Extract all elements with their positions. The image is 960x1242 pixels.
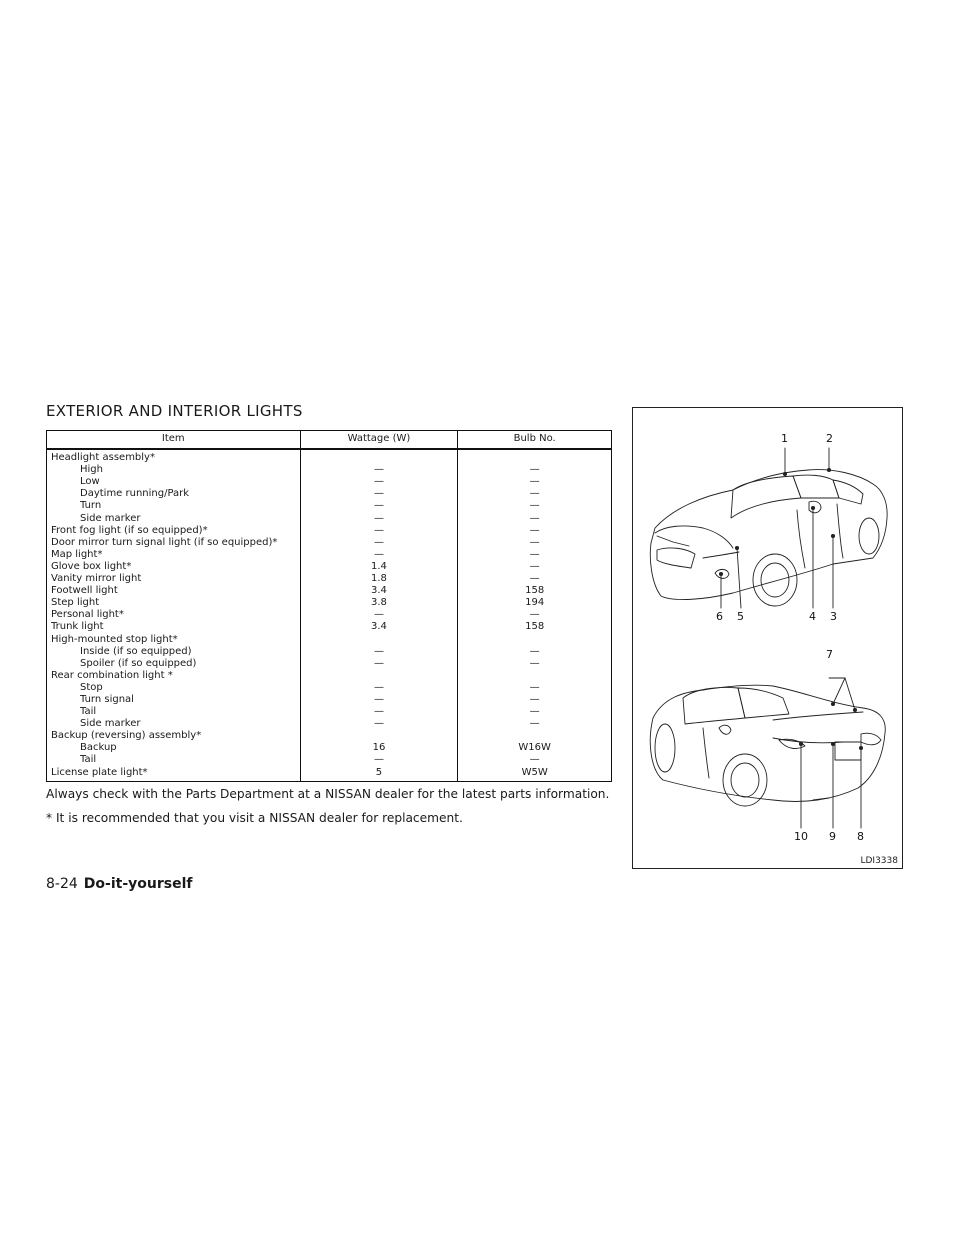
cell-item: Tail xyxy=(47,754,301,766)
cell-item: Front fog light (if so equipped)* xyxy=(47,525,301,537)
callout-4: 4 xyxy=(809,610,816,623)
table-header-row xyxy=(47,431,612,450)
cell-bulb-no: — xyxy=(458,573,612,585)
cell-item: Side marker xyxy=(47,513,301,525)
cell-item: Trunk light xyxy=(47,621,301,633)
cell-wattage: — xyxy=(300,464,458,476)
callout-8: 8 xyxy=(857,830,864,843)
cell-bulb-no: 158 xyxy=(458,621,612,633)
cell-bulb-no: — xyxy=(458,682,612,694)
cell-item: Personal light* xyxy=(47,609,301,621)
cell-bulb-no: — xyxy=(458,488,612,500)
table-row xyxy=(47,754,612,766)
cell-item: Map light* xyxy=(47,549,301,561)
front-car-drawing xyxy=(650,448,887,608)
callout-7: 7 xyxy=(826,648,833,661)
table-row xyxy=(47,449,612,464)
callout-1: 1 xyxy=(781,432,788,445)
callout-2: 2 xyxy=(826,432,833,445)
table-row xyxy=(47,718,612,730)
cell-bulb-no: — xyxy=(458,754,612,766)
cell-bulb-no: — xyxy=(458,549,612,561)
table-row xyxy=(47,561,612,573)
callout-6: 6 xyxy=(716,610,723,623)
cell-wattage: — xyxy=(300,476,458,488)
table-row xyxy=(47,609,612,621)
cell-item: Side marker xyxy=(47,718,301,730)
table-row xyxy=(47,730,612,742)
table-row xyxy=(47,525,612,537)
cell-wattage: — xyxy=(300,754,458,766)
light-locations-figure xyxy=(632,407,903,869)
figure-code: LDI3338 xyxy=(860,856,898,866)
cell-wattage: — xyxy=(300,718,458,730)
cell-wattage: — xyxy=(300,537,458,549)
table-row xyxy=(47,706,612,718)
table-row xyxy=(47,621,612,633)
cell-wattage: 3.8 xyxy=(300,597,458,609)
cell-item: High xyxy=(47,464,301,476)
cell-wattage: 16 xyxy=(300,742,458,754)
page-footer xyxy=(46,876,192,892)
table-row xyxy=(47,464,612,476)
table-row xyxy=(47,573,612,585)
cell-bulb-no: — xyxy=(458,561,612,573)
cell-bulb-no xyxy=(458,449,612,464)
cell-item: Step light xyxy=(47,597,301,609)
cell-item: Vanity mirror light xyxy=(47,573,301,585)
table-row xyxy=(47,694,612,706)
table-row xyxy=(47,634,612,646)
table-row xyxy=(47,670,612,682)
table-row xyxy=(47,476,612,488)
table-row xyxy=(47,549,612,561)
table-body xyxy=(47,449,612,781)
table-row xyxy=(47,682,612,694)
bulb-spec-table xyxy=(46,430,612,782)
parts-note: Always check with the Parts Department at a NISSAN dealer for the latest parts information. xyxy=(46,787,610,801)
chapter-title: Do-it-yourself xyxy=(83,876,193,892)
cell-item: Stop xyxy=(47,682,301,694)
cell-item: License plate light* xyxy=(47,767,301,782)
cell-bulb-no: — xyxy=(458,464,612,476)
table-row xyxy=(47,513,612,525)
cell-item: Low xyxy=(47,476,301,488)
cell-item: Headlight assembly* xyxy=(47,449,301,464)
cell-item: Glove box light* xyxy=(47,561,301,573)
cell-item: Backup (reversing) assembly* xyxy=(47,730,301,742)
cell-bulb-no: W5W xyxy=(458,767,612,782)
cell-item: High-mounted stop light* xyxy=(47,634,301,646)
page-number: 8-24 xyxy=(46,876,78,892)
cell-bulb-no: — xyxy=(458,525,612,537)
cell-item: Turn signal xyxy=(47,694,301,706)
cell-wattage: 5 xyxy=(300,767,458,782)
car-illustration xyxy=(633,408,904,870)
cell-wattage: 1.8 xyxy=(300,573,458,585)
cell-bulb-no: — xyxy=(458,694,612,706)
table-row xyxy=(47,537,612,549)
cell-bulb-no: — xyxy=(458,706,612,718)
cell-wattage: — xyxy=(300,682,458,694)
cell-bulb-no xyxy=(458,670,612,682)
cell-bulb-no: — xyxy=(458,476,612,488)
cell-bulb-no xyxy=(458,634,612,646)
dealer-note: * It is recommended that you visit a NISSAN dealer for replacement. xyxy=(46,811,463,825)
cell-item: Inside (if so equipped) xyxy=(47,646,301,658)
cell-bulb-no: — xyxy=(458,646,612,658)
rear-car-drawing xyxy=(650,678,885,828)
cell-wattage: 3.4 xyxy=(300,621,458,633)
callout-5: 5 xyxy=(737,610,744,623)
cell-item: Tail xyxy=(47,706,301,718)
cell-wattage: — xyxy=(300,525,458,537)
cell-bulb-no: W16W xyxy=(458,742,612,754)
cell-bulb-no: — xyxy=(458,718,612,730)
table-row xyxy=(47,767,612,782)
cell-item: Footwell light xyxy=(47,585,301,597)
cell-wattage xyxy=(300,634,458,646)
column-header-wattage: Wattage (W) xyxy=(300,431,458,450)
cell-wattage: — xyxy=(300,500,458,512)
cell-bulb-no: — xyxy=(458,609,612,621)
cell-item: Backup xyxy=(47,742,301,754)
table-row xyxy=(47,658,612,670)
callout-3: 3 xyxy=(830,610,837,623)
table-row xyxy=(47,488,612,500)
cell-bulb-no: — xyxy=(458,500,612,512)
cell-bulb-no: — xyxy=(458,658,612,670)
cell-wattage: 3.4 xyxy=(300,585,458,597)
table-row xyxy=(47,500,612,512)
column-header-item: Item xyxy=(47,431,301,450)
cell-wattage xyxy=(300,449,458,464)
cell-wattage: — xyxy=(300,694,458,706)
cell-item: Door mirror turn signal light (if so equipped)* xyxy=(47,537,301,549)
cell-wattage: — xyxy=(300,488,458,500)
table-row xyxy=(47,646,612,658)
column-header-bulb-no: Bulb No. xyxy=(458,431,612,450)
cell-item: Rear combination light * xyxy=(47,670,301,682)
cell-wattage: — xyxy=(300,513,458,525)
cell-wattage: — xyxy=(300,609,458,621)
callout-9: 9 xyxy=(829,830,836,843)
cell-wattage xyxy=(300,730,458,742)
cell-item: Spoiler (if so equipped) xyxy=(47,658,301,670)
cell-bulb-no: — xyxy=(458,513,612,525)
cell-bulb-no: 194 xyxy=(458,597,612,609)
cell-wattage: 1.4 xyxy=(300,561,458,573)
table-row xyxy=(47,585,612,597)
cell-item: Turn xyxy=(47,500,301,512)
cell-bulb-no xyxy=(458,730,612,742)
cell-bulb-no: 158 xyxy=(458,585,612,597)
cell-wattage: — xyxy=(300,549,458,561)
cell-bulb-no: — xyxy=(458,537,612,549)
table-row xyxy=(47,742,612,754)
cell-item: Daytime running/Park xyxy=(47,488,301,500)
table-row xyxy=(47,597,612,609)
cell-wattage: — xyxy=(300,658,458,670)
callout-10: 10 xyxy=(794,830,808,843)
section-title: EXTERIOR AND INTERIOR LIGHTS xyxy=(46,402,303,420)
cell-wattage: — xyxy=(300,706,458,718)
cell-wattage xyxy=(300,670,458,682)
cell-wattage: — xyxy=(300,646,458,658)
